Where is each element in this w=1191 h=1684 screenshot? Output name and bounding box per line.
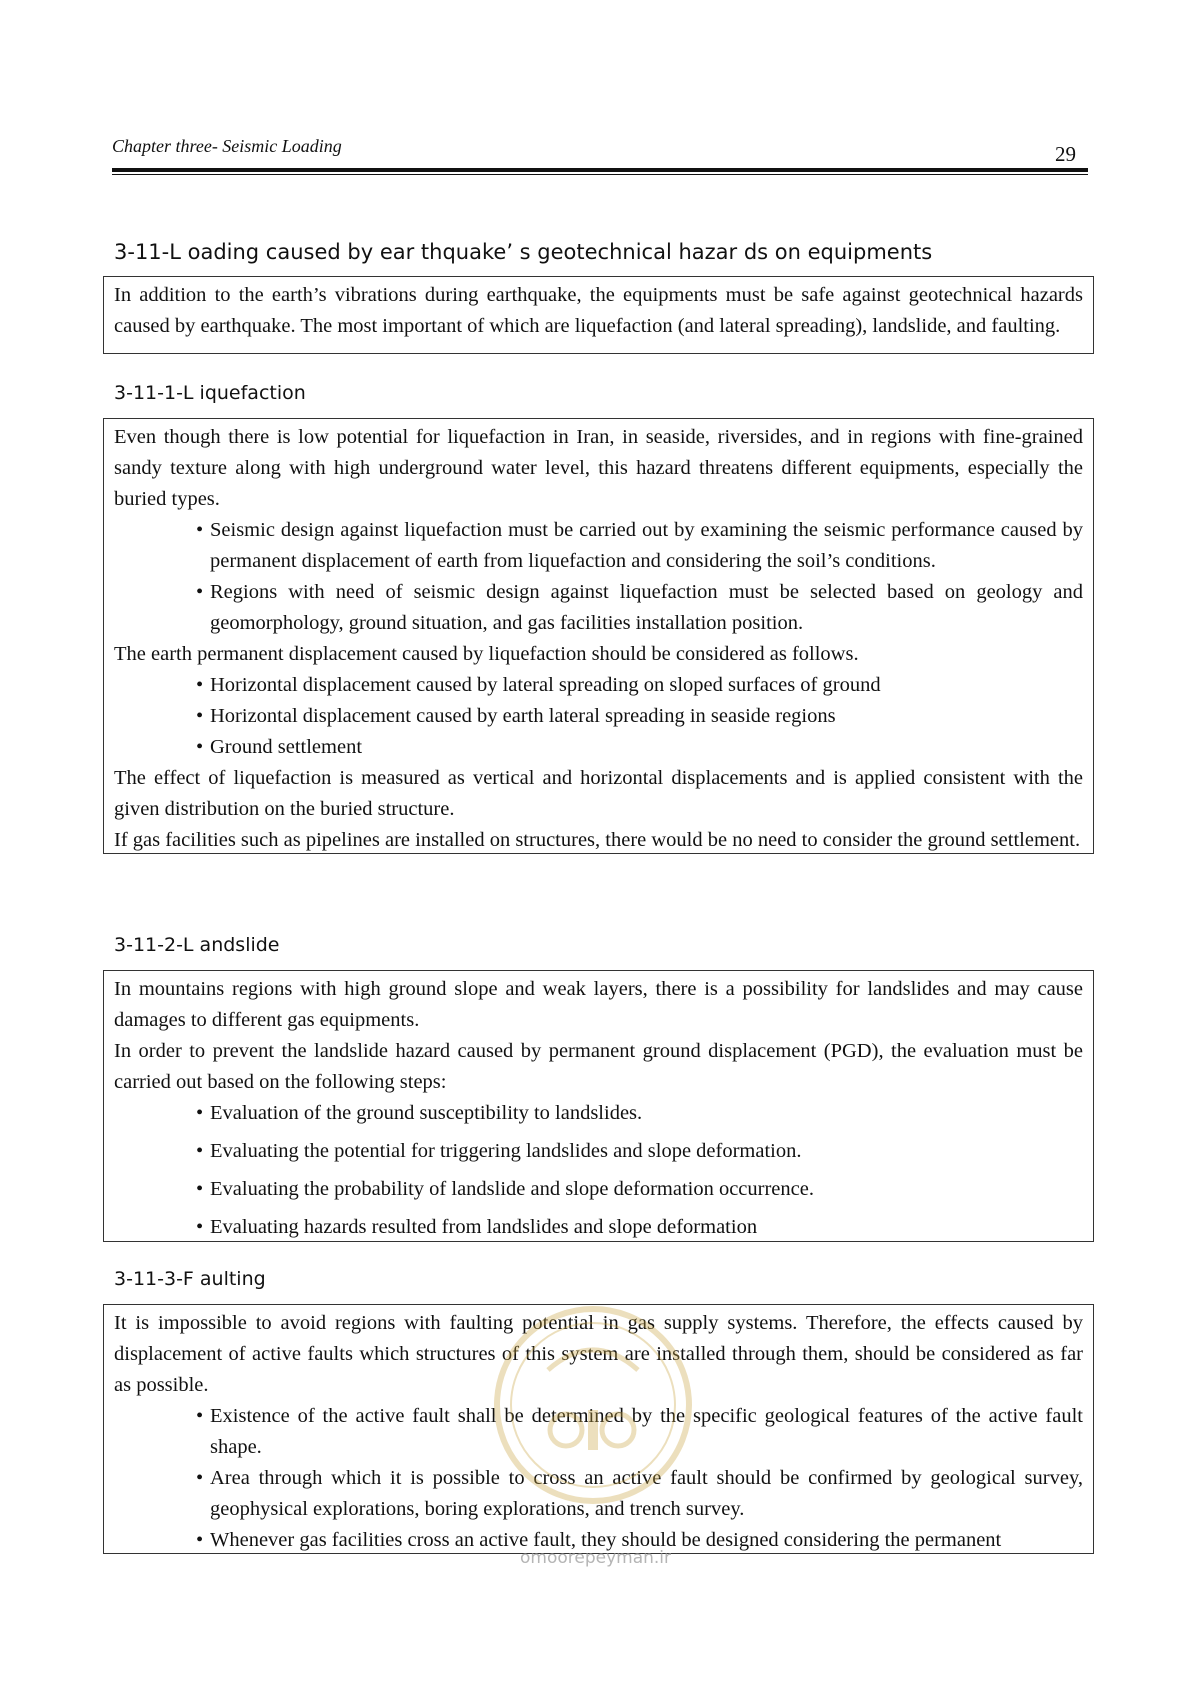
list-item-text: Ground settlement [210,736,363,758]
list-item [114,1212,1083,1243]
bullet-icon: • [196,1216,204,1238]
bullet-icon: • [196,736,204,758]
list-item [114,1174,1083,1205]
bullet-icon: • [196,705,204,727]
page-number: 29 [1055,142,1076,166]
bullet-icon: • [196,1405,204,1427]
list-item [114,1098,1083,1129]
list-item-text: Evaluating the probability of landslide and slope deformation occurrence. [210,1178,814,1200]
list-item-text: Evaluation of the ground susceptibility to landslides. [210,1102,643,1124]
paragraph: It is impossible to avoid regions with faulting potential in gas supply systems. Therefore, the effects caused by displacement of active faults which structures of this system are installed through them, should be considered as far as possible. [114,1312,1083,1396]
list-item [114,670,1083,701]
bullet-list [114,515,1083,639]
list-item [114,701,1083,732]
section-heading: 3-11-L oading caused by ear thquake’ s geotechnical hazar ds on equipments [114,240,933,264]
list-item-text: Horizontal displacement caused by earth lateral spreading in seaside regions [210,705,836,727]
header-rule-thick [112,168,1088,172]
bullet-icon: • [196,581,204,603]
bullet-list [114,1098,1083,1243]
list-item [114,1136,1083,1167]
header-rule-thin [112,174,1088,175]
bullet-icon: • [196,1140,204,1162]
list-item-text: Evaluating the potential for triggering landslides and slope deformation. [210,1140,802,1162]
intro-paragraph: In addition to the earth’s vibrations during earthquake, the equipments must be safe against geotechnical hazards caused by earthquake. The most important of which are liquefaction (and lateral spreading), landslide, and faulting. [114,284,1083,337]
bullet-icon: • [196,1178,204,1200]
list-item [114,577,1083,639]
bullet-icon: • [196,674,204,696]
liquefaction-heading: 3-11-1-L iquefaction [114,382,306,404]
bullet-icon: • [196,1102,204,1124]
list-item [114,515,1083,577]
chapter-title: Chapter three- Seismic Loading [112,136,342,156]
list-item-text: Area through which it is possible to cross an active fault should be confirmed by geological survey, geophysical explorations, boring explorations, and trench survey. [210,1467,1083,1520]
seal-logo-icon [488,1300,698,1510]
landslide-heading: 3-11-2-L andslide [114,934,280,956]
list-item-text: Seismic design against liquefaction must be carried out by examining the seismic performance caused by permanent displacement of earth from liquefaction and considering the soil’s conditions. [210,519,1083,572]
list-item-text: Regions with need of seismic design against liquefaction must be selected based on geology and geomorphology, ground situation, and gas facilities installation position. [210,581,1083,634]
paragraph: Even though there is low potential for liquefaction in Iran, in seaside, riversides, and in regions with fine-grained sandy texture along with high underground water level, this hazard threatens different equipments, especially the buried types. [114,426,1083,510]
paragraph: The effect of liquefaction is measured as vertical and horizontal displacements and is applied consistent with the given distribution on the buried structure. [114,767,1083,820]
paragraph: The earth permanent displacement caused by liquefaction should be considered as follows. [114,643,859,665]
liquefaction-box [103,418,1094,854]
faulting-heading: 3-11-3-F aulting [114,1268,266,1290]
bullet-icon: • [196,519,204,541]
paragraph: In mountains regions with high ground slope and weak layers, there is a possibility for landslides and may cause damages to different gas equipments. [114,978,1083,1031]
bullet-icon: • [196,1467,204,1489]
bullet-icon: • [196,1529,204,1551]
list-item-text: Whenever gas facilities cross an active fault, they should be designed considering the permanent [210,1529,1002,1551]
intro-box [103,276,1094,354]
watermark-url: omoorepeyman.ir [519,1548,672,1568]
paragraph: In order to prevent the landslide hazard caused by permanent ground displacement (PGD), the evaluation must be carried out based on the following steps: [114,1040,1083,1093]
list-item [114,732,1083,763]
landslide-box [103,970,1094,1242]
list-item-text: Evaluating hazards resulted from landslides and slope deformation [210,1216,758,1238]
list-item-text: Horizontal displacement caused by lateral spreading on sloped surfaces of ground [210,674,881,696]
bullet-list [114,670,1083,763]
paragraph: If gas facilities such as pipelines are installed on structures, there would be no need to consider the ground settlement. [114,829,1081,851]
page-header [112,130,1088,176]
list-item-text: Existence of the active fault shall be determined by the specific geological features of the active fault shape. [210,1405,1083,1458]
